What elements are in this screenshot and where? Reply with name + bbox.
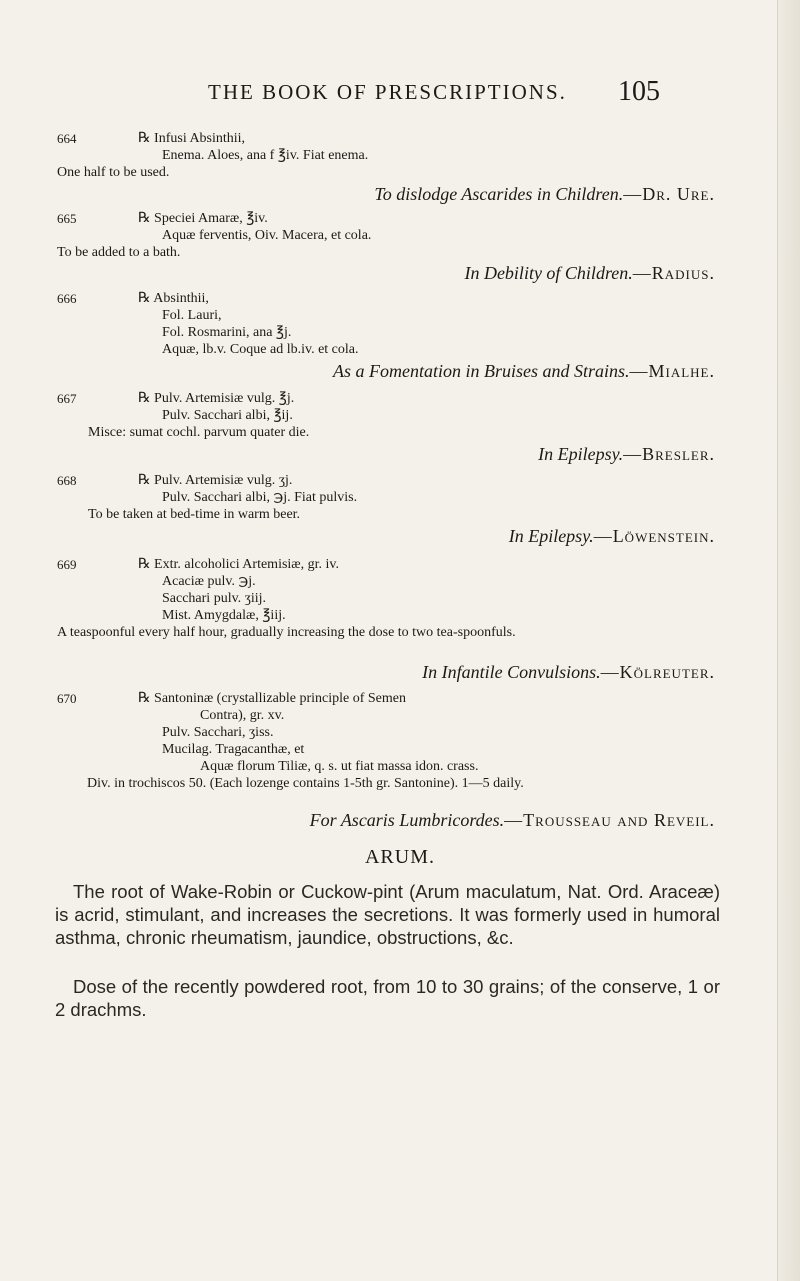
attribution [100,184,715,204]
rx-line: Pulv. Sacchari albi, ℥ij. [162,408,293,423]
rx-line: Aquæ, lb.v. Coque ad lb.iv. et cola. [162,342,359,357]
entry-number: 665 [57,211,77,226]
rx-line: Sacchari pulv. ʒiij. [162,591,267,606]
attribution [100,444,715,464]
entry-number: 670 [57,691,77,706]
attribution-author: —Radius. [632,263,715,283]
rx-line: Contra), gr. xv. [200,708,285,723]
entry-number: 666 [57,291,77,306]
attribution-text: In Epilepsy. [538,444,624,464]
rx-line: ℞ Infusi Absinthii, [138,131,246,146]
attribution-text: For Ascaris Lumbricordes. [309,810,505,830]
attribution-author: —Trousseau and Reveil. [504,810,715,830]
attribution-author: —Kölreuter. [600,662,715,682]
page-number: 105 [618,76,660,107]
attribution-text: To dislodge Ascarides in Children. [374,184,624,204]
attribution [100,361,715,381]
rx-line: ℞ Pulv. Artemisiæ vulg. ʒj. [138,473,293,488]
rx-line: ℞ Absinthii, [138,291,209,306]
rx-line: Mist. Amygdalæ, ℥iij. [162,608,286,623]
body-paragraph: Dose of the recently powdered root, from 10 to 30 grains; of the conserve, 1 or 2 drachms. [55,976,720,1020]
rx-line: ℞ Speciei Amaræ, ℥iv. [138,211,268,226]
attribution [100,526,715,546]
entry-number: 668 [57,473,77,488]
attribution-author: —Bresler. [623,444,715,464]
attribution-text: As a Fomentation in Bruises and Strains. [333,361,630,381]
direction-note: To be taken at bed-time in warm beer. [88,507,301,522]
attribution-text: In Epilepsy. [508,526,594,546]
rx-line: Fol. Lauri, [162,308,222,323]
entry-number: 669 [57,557,77,572]
rx-line: ℞ Pulv. Artemisiæ vulg. ℥j. [138,391,295,406]
attribution-author: —Löwenstein. [593,526,715,546]
attribution [100,263,715,283]
direction-note: Misce: sumat cochl. parvum quater die. [88,425,310,440]
rx-line: Pulv. Sacchari albi, ℈j. Fiat pulvis. [162,490,358,505]
running-header: THE BOOK OF PRESCRIPTIONS. [208,80,567,104]
rx-line: Aquæ ferventis, Oiv. Macera, et cola. [162,228,372,243]
attribution-text: In Debility of Children. [464,263,633,283]
rx-line: Enema. Aloes, ana f ℥iv. Fiat enema. [162,148,369,163]
direction-note: Div. in trochiscos 50. (Each lozenge contains 1-5th gr. Santonine). 1—5 daily. [87,776,524,791]
attribution [100,662,715,682]
direction-note: A teaspoonful every half hour, gradually increasing the dose to two tea-spoonfuls. [57,625,516,640]
rx-line: Fol. Rosmarini, ana ℥j. [162,325,292,340]
entry-number: 664 [57,131,77,146]
direction-note: One half to be used. [57,165,170,180]
rx-line: Pulv. Sacchari, ʒiss. [162,725,274,740]
direction-note: To be added to a bath. [57,245,181,260]
attribution-text: In Infantile Convulsions. [422,662,601,682]
page-edge [777,0,800,1281]
attribution-author: —Dr. Ure. [623,184,715,204]
section-heading: ARUM. [364,846,435,868]
rx-line: ℞ Santoninæ (crystallizable principle of Semen [138,691,406,706]
rx-line: ℞ Extr. alcoholici Artemisiæ, gr. iv. [138,557,340,572]
body-paragraph: The root of Wake-Robin or Cuckow-pint (Arum maculatum, Nat. Ord. Araceæ) is acrid, stimulant, and increases the secretions. It was formerly used in humoral asthma, chronic rheumatism, jaundice, obstructions, &c. [55,881,720,948]
rx-line: Acaciæ pulv. ℈j. [162,574,256,589]
entry-number: 667 [57,391,77,406]
attribution [100,810,715,830]
attribution-author: —Mialhe. [629,361,715,381]
rx-line: Mucilag. Tragacanthæ, et [162,742,305,757]
rx-line: Aquæ florum Tiliæ, q. s. ut fiat massa idon. crass. [200,759,479,774]
